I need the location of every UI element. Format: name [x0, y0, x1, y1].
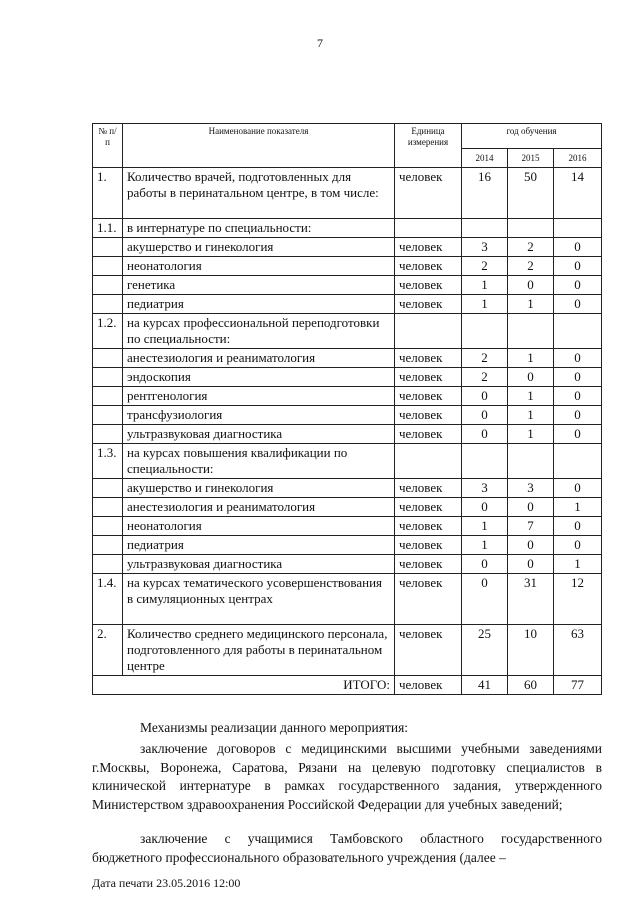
row-unit: человек	[395, 238, 462, 257]
row-number	[93, 536, 123, 555]
row-unit: человек	[395, 368, 462, 387]
row-indicator-name: анестезиология и реаниматология	[123, 498, 395, 517]
row-value-2016: 1	[554, 498, 602, 517]
row-value-2015	[508, 314, 554, 349]
row-value-2015: 1	[508, 425, 554, 444]
table-row	[93, 219, 602, 238]
total-unit: человек	[395, 676, 462, 695]
row-value-2016	[554, 444, 602, 479]
row-value-2014	[462, 314, 508, 349]
row-number	[93, 479, 123, 498]
table-row	[93, 555, 602, 574]
row-indicator-name: на курсах повышения квалификации по специальности:	[123, 444, 395, 479]
row-indicator-name: генетика	[123, 276, 395, 295]
row-value-2016: 0	[554, 257, 602, 276]
row-number	[93, 498, 123, 517]
row-indicator-name: в интернатуре по специальности:	[123, 219, 395, 238]
table-row	[93, 625, 602, 676]
row-value-2014: 3	[462, 238, 508, 257]
row-number	[93, 276, 123, 295]
row-value-2016: 0	[554, 349, 602, 368]
row-number: 1.4.	[93, 574, 123, 625]
row-value-2015	[508, 219, 554, 238]
row-value-2014: 0	[462, 574, 508, 625]
row-value-2014: 25	[462, 625, 508, 676]
table-row	[93, 387, 602, 406]
total-label: ИТОГО:	[93, 676, 395, 695]
row-value-2016: 0	[554, 406, 602, 425]
row-unit: человек	[395, 498, 462, 517]
row-number: 1.1.	[93, 219, 123, 238]
row-unit	[395, 219, 462, 238]
header-year-2014: 2014	[462, 148, 508, 167]
table-row	[93, 498, 602, 517]
header-name: Наименование показателя	[123, 124, 395, 168]
table-header-row	[93, 124, 602, 149]
table-row	[93, 425, 602, 444]
row-number: 1.	[93, 168, 123, 219]
row-value-2014: 0	[462, 387, 508, 406]
row-value-2015: 0	[508, 368, 554, 387]
row-unit: человек	[395, 517, 462, 536]
row-value-2015: 1	[508, 387, 554, 406]
row-number	[93, 555, 123, 574]
row-value-2015: 2	[508, 257, 554, 276]
row-value-2014: 2	[462, 349, 508, 368]
row-value-2016: 0	[554, 517, 602, 536]
row-value-2014: 3	[462, 479, 508, 498]
row-number	[93, 425, 123, 444]
row-value-2014	[462, 444, 508, 479]
row-value-2015: 1	[508, 295, 554, 314]
row-number	[93, 406, 123, 425]
table-row	[93, 257, 602, 276]
table-row	[93, 368, 602, 387]
row-value-2016: 63	[554, 625, 602, 676]
row-value-2014: 1	[462, 517, 508, 536]
row-unit: человек	[395, 257, 462, 276]
row-indicator-name: неонатология	[123, 517, 395, 536]
row-value-2016	[554, 314, 602, 349]
row-value-2015: 1	[508, 349, 554, 368]
header-num: № п/п	[93, 124, 123, 168]
row-unit: человек	[395, 295, 462, 314]
row-value-2014: 0	[462, 555, 508, 574]
row-value-2014: 1	[462, 276, 508, 295]
row-value-2014: 0	[462, 498, 508, 517]
row-value-2015: 31	[508, 574, 554, 625]
header-year-2015: 2015	[508, 148, 554, 167]
header-year-2016: 2016	[554, 148, 602, 167]
row-unit: человек	[395, 168, 462, 219]
row-value-2016: 0	[554, 276, 602, 295]
table-row	[93, 517, 602, 536]
row-value-2015: 10	[508, 625, 554, 676]
row-value-2015: 1	[508, 406, 554, 425]
row-number	[93, 238, 123, 257]
row-number: 1.2.	[93, 314, 123, 349]
row-value-2016: 0	[554, 368, 602, 387]
row-indicator-name: педиатрия	[123, 295, 395, 314]
print-date: Дата печати 23.05.2016 12:00	[92, 876, 241, 890]
row-number	[93, 257, 123, 276]
row-value-2016: 0	[554, 425, 602, 444]
row-indicator-name: трансфузиология	[123, 406, 395, 425]
total-value-2016: 77	[554, 676, 602, 695]
table-row	[93, 295, 602, 314]
row-value-2014: 0	[462, 425, 508, 444]
row-value-2015: 0	[508, 555, 554, 574]
row-indicator-name: педиатрия	[123, 536, 395, 555]
row-indicator-name: анестезиология и реаниматология	[123, 349, 395, 368]
page-number: 7	[317, 36, 323, 50]
row-value-2015: 0	[508, 498, 554, 517]
row-value-2015: 0	[508, 536, 554, 555]
row-unit: человек	[395, 276, 462, 295]
row-number	[93, 368, 123, 387]
row-indicator-name: ультразвуковая диагностика	[123, 425, 395, 444]
table-row	[93, 574, 602, 625]
paragraph-contracts: заключение договоров с медицинскими высшими учебными заведениями г.Москвы, Воронежа, Саратова, Рязани на целевую подготовку специалистов в клинической интернатуре в рамках государственного задания, утвержденного Министерством здравоохранения Российской Федерации для учебных заведений;	[92, 741, 602, 812]
row-number: 1.3.	[93, 444, 123, 479]
row-unit	[395, 444, 462, 479]
table-row	[93, 444, 602, 479]
row-value-2014: 16	[462, 168, 508, 219]
row-unit	[395, 314, 462, 349]
total-row	[93, 676, 602, 695]
row-value-2015: 0	[508, 276, 554, 295]
row-indicator-name: на курсах профессиональной переподготовки по специальности:	[123, 314, 395, 349]
header-unit: Единица измерения	[395, 124, 462, 168]
training-table	[92, 123, 602, 695]
row-unit: человек	[395, 574, 462, 625]
row-indicator-name: акушерство и гинекология	[123, 479, 395, 498]
row-indicator-name: акушерство и гинекология	[123, 238, 395, 257]
row-indicator-name: Количество среднего медицинского персонала, подготовленного для работы в перинатальном центре	[123, 625, 395, 676]
row-indicator-name: ультразвуковая диагностика	[123, 555, 395, 574]
row-unit: человек	[395, 425, 462, 444]
header-year-group: год обучения	[462, 124, 602, 149]
row-value-2016: 0	[554, 479, 602, 498]
table-row	[93, 238, 602, 257]
paragraph-mechanisms: Механизмы реализации данного мероприятия:	[140, 720, 409, 735]
row-value-2015: 50	[508, 168, 554, 219]
row-value-2014: 0	[462, 406, 508, 425]
total-value-2014: 41	[462, 676, 508, 695]
row-value-2016: 0	[554, 536, 602, 555]
row-value-2015: 2	[508, 238, 554, 257]
row-value-2015	[508, 444, 554, 479]
row-value-2016: 12	[554, 574, 602, 625]
row-number	[93, 387, 123, 406]
table-row	[93, 276, 602, 295]
paragraph-students: заключение с учащимися Тамбовского областного государственного бюджетного профессионального образовательного учреждения (далее –	[92, 831, 602, 865]
row-indicator-name: Количество врачей, подготовленных для работы в перинатальном центре, в том числе:	[123, 168, 395, 219]
row-indicator-name: на курсах тематического усовершенствования в симуляционных центрах	[123, 574, 395, 625]
table-row	[93, 168, 602, 219]
row-indicator-name: эндоскопия	[123, 368, 395, 387]
row-number: 2.	[93, 625, 123, 676]
row-value-2016: 14	[554, 168, 602, 219]
row-unit: человек	[395, 625, 462, 676]
row-value-2014	[462, 219, 508, 238]
row-value-2015: 3	[508, 479, 554, 498]
row-unit: человек	[395, 555, 462, 574]
row-value-2016: 0	[554, 387, 602, 406]
table-row	[93, 479, 602, 498]
table-row	[93, 349, 602, 368]
total-value-2015: 60	[508, 676, 554, 695]
row-value-2016: 1	[554, 555, 602, 574]
row-value-2014: 1	[462, 536, 508, 555]
row-value-2015: 7	[508, 517, 554, 536]
table-row	[93, 536, 602, 555]
row-value-2014: 2	[462, 368, 508, 387]
row-unit: человек	[395, 387, 462, 406]
row-value-2014: 2	[462, 257, 508, 276]
row-number	[93, 349, 123, 368]
row-unit: человек	[395, 406, 462, 425]
row-number	[93, 517, 123, 536]
row-value-2016: 0	[554, 295, 602, 314]
row-unit: человек	[395, 349, 462, 368]
table-row	[93, 406, 602, 425]
row-value-2014: 1	[462, 295, 508, 314]
row-indicator-name: рентгенология	[123, 387, 395, 406]
row-value-2016	[554, 219, 602, 238]
row-unit: человек	[395, 479, 462, 498]
row-indicator-name: неонатология	[123, 257, 395, 276]
row-unit: человек	[395, 536, 462, 555]
table-row	[93, 314, 602, 349]
row-number	[93, 295, 123, 314]
row-value-2016: 0	[554, 238, 602, 257]
